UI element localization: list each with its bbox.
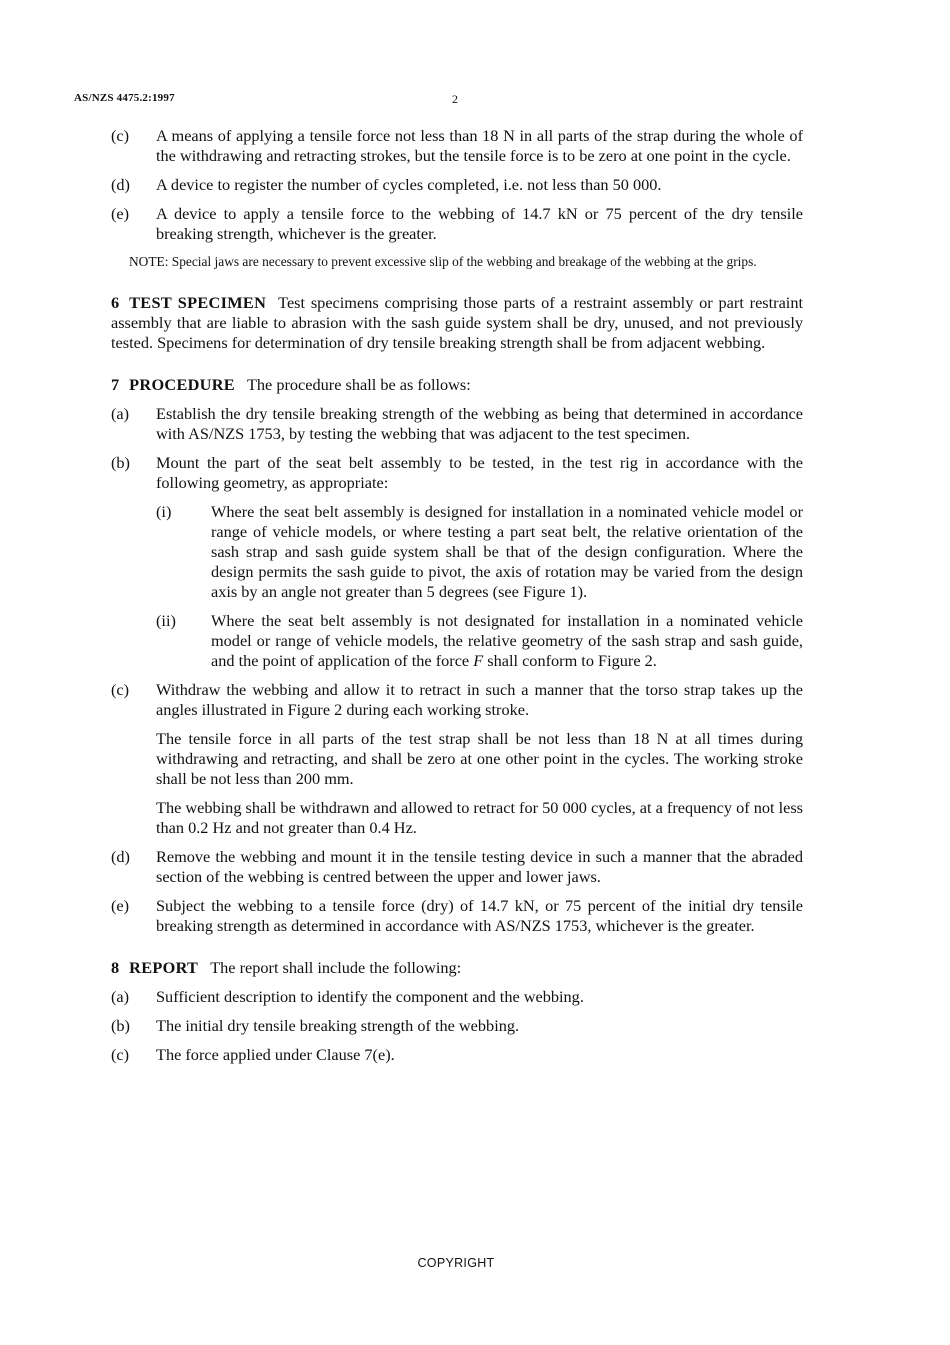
list-item: [111, 1045, 803, 1065]
force-symbol: F: [473, 651, 484, 670]
list-item: [111, 847, 803, 887]
list-item: [111, 1016, 803, 1036]
item-label: (a): [111, 987, 130, 1006]
sub-item-text: [211, 611, 803, 671]
item-label: (b): [111, 1016, 130, 1035]
section-heading: TEST SPECIMEN: [129, 293, 267, 312]
list-item: [111, 453, 803, 671]
sub-item: [156, 611, 803, 671]
sub-item: [156, 502, 803, 602]
list-item: [111, 896, 803, 936]
item-label: (c): [111, 126, 130, 145]
section-text: Test specimens comprising those parts of a restraint assembly or part restraint assembly that are liable to abrasion with the sash guide system shall be dry, unused, and not previously tested. Specimens for determination of dry tensile breaking strength shall be from adjacent webbing.: [111, 293, 803, 352]
item-label: (a): [111, 404, 130, 423]
list-item: [111, 404, 803, 444]
list-item: [111, 126, 803, 166]
section-intro: The report shall include the following:: [210, 958, 462, 977]
sub-item-label: (ii): [156, 611, 176, 630]
document-code: AS/NZS 4475.2:1997: [74, 92, 175, 104]
sub-item-text: Where the seat belt assembly is designed for installation in a nominated vehicle model or range of vehicle models, or where testing a part seat belt, the relative orientation of the sash strap and sash guide system shall be that of the design configuration. Where the design permits the sash guide to pivot, the axis of rotation may be varied from the design axis by an angle not greater than 5 degrees (see Figure 1).: [211, 502, 803, 601]
section-heading: PROCEDURE: [129, 375, 235, 394]
item-text: The force applied under Clause 7(e).: [156, 1045, 395, 1064]
item-text: Mount the part of the seat belt assembly to be tested, in the test rig in accordance with the following geometry, as appropriate:: [156, 453, 803, 492]
list-item: [111, 175, 803, 195]
item-label: (b): [111, 453, 130, 472]
sub-item-label: (i): [156, 502, 172, 521]
item-label: (d): [111, 175, 130, 194]
item-text: Subject the webbing to a tensile force (dry) of 14.7 kN, or 75 percent of the initial dry tensile breaking strength as determined in accordance with AS/NZS 1753, whichever is the greater.: [156, 896, 803, 935]
item-text: A device to register the number of cycles completed, i.e. not less than 50 000.: [156, 175, 662, 194]
item-label: (e): [111, 896, 130, 915]
section-8-heading-line: [111, 958, 803, 978]
list-item: [111, 204, 803, 244]
section-heading: REPORT: [129, 958, 199, 977]
item-text: Withdraw the webbing and allow it to retract in such a manner that the torso strap takes up the angles illustrated in Figure 2 during each working stroke.: [156, 680, 803, 719]
list-item: [111, 680, 803, 720]
section-7-heading-line: [111, 375, 803, 395]
section-number: 8: [111, 958, 120, 977]
sub-item-text-after: shall conform to Figure 2.: [487, 651, 657, 670]
item-text: A means of applying a tensile force not less than 18 N in all parts of the strap during the whole of the withdrawing and retracting strokes, but the tensile force is to be zero at one point in the cycle.: [156, 126, 803, 165]
section-number: 6: [111, 293, 120, 312]
section-intro: The procedure shall be as follows:: [246, 375, 471, 394]
list-item: [111, 987, 803, 1007]
page-number: 2: [452, 92, 458, 106]
page-body: [111, 126, 803, 1074]
section-6: [111, 293, 803, 353]
item-label: (e): [111, 204, 130, 223]
item-text: Sufficient description to identify the component and the webbing.: [156, 987, 584, 1006]
item-text: Establish the dry tensile breaking strength of the webbing as being that determined in accordance with AS/NZS 1753, by testing the webbing that was adjacent to the test specimen.: [156, 404, 803, 443]
continuation-paragraph: The webbing shall be withdrawn and allowed to retract for 50 000 cycles, at a frequency of not less than 0.2 Hz and not greater than 0.4 Hz.: [156, 798, 803, 837]
sub-item-text-before: Where the seat belt assembly is not designated for installation in a nominated vehicle model or range of vehicle models, the relative geometry of the sash strap and sash guide, and the point of application of the force: [211, 611, 803, 670]
copyright-footer: COPYRIGHT: [417, 1256, 495, 1270]
item-text: The initial dry tensile breaking strength of the webbing.: [156, 1016, 520, 1035]
item-label: (d): [111, 847, 130, 866]
item-text: A device to apply a tensile force to the webbing of 14.7 kN or 75 percent of the dry tensile breaking strength, whichever is the greater.: [156, 204, 803, 243]
item-label: (c): [111, 680, 130, 699]
item-text: Remove the webbing and mount it in the tensile testing device in such a manner that the abraded section of the webbing is centred between the upper and lower jaws.: [156, 847, 803, 886]
item-body: [156, 453, 803, 671]
continuation-paragraph: The tensile force in all parts of the test strap shall be not less than 18 N at all times during withdrawing and retracting, and shall be zero at one other point in the cycles. The working stroke shall be not less than 200 mm.: [156, 729, 803, 788]
item-label: (c): [111, 1045, 130, 1064]
section-number: 7: [111, 375, 120, 394]
note: NOTE: Special jaws are necessary to prevent excessive slip of the webbing and breakage of the webbing at the grips.: [129, 254, 757, 269]
